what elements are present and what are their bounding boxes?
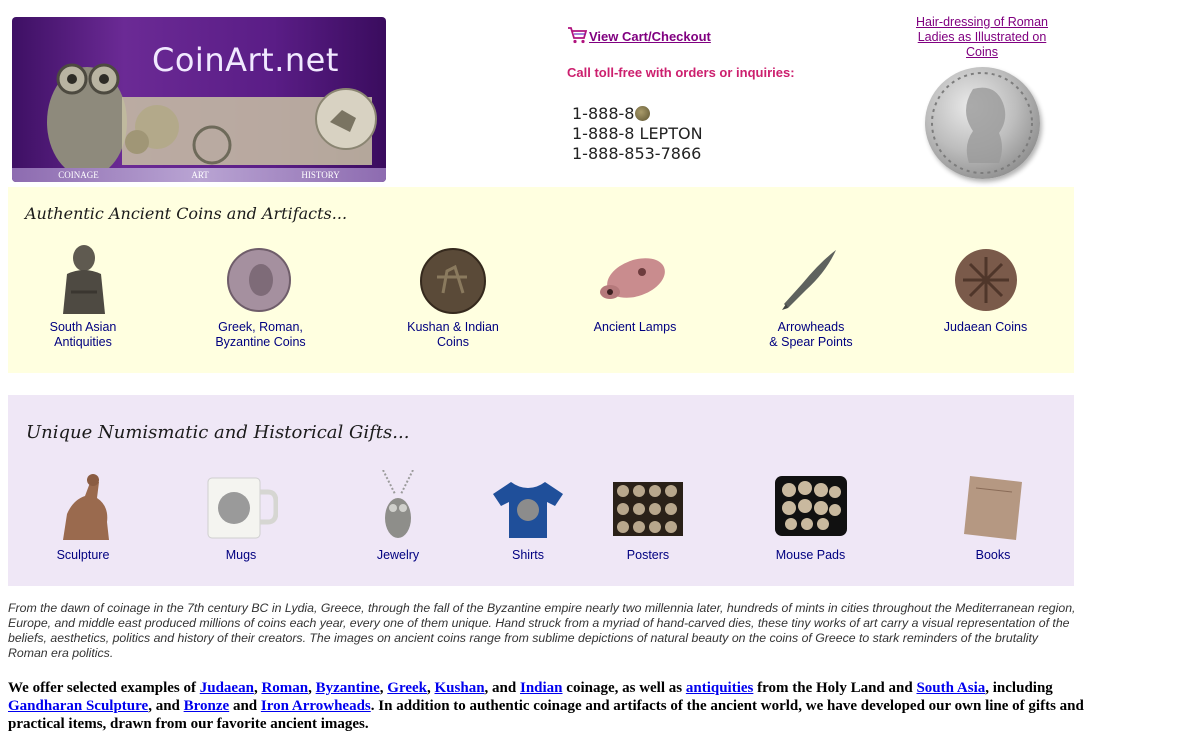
- gift-label: Jewelry: [376, 548, 420, 562]
- ancient-heading: Authentic Ancient Coins and Artifacts...: [25, 204, 348, 223]
- category-ancient-lamps[interactable]: [580, 242, 690, 352]
- category-label: Greek, Roman, Byzantine Coins: [215, 320, 306, 349]
- judaean-link[interactable]: Judaean: [199, 680, 254, 696]
- hairdressing-article-link[interactable]: Hair-dressing of Roman Ladies as Illustrated on Coins: [916, 15, 1048, 59]
- owl-pendant-thumbnail: [375, 470, 421, 542]
- logo-footer-word: ART: [191, 170, 209, 180]
- category-kushan-indian-coins[interactable]: [393, 242, 513, 352]
- gift-label: Shirts: [512, 548, 544, 562]
- phone-numbers: [572, 104, 703, 164]
- category-label: Arrowheads & Spear Points: [769, 320, 853, 349]
- shopping-cart-icon[interactable]: [567, 27, 587, 44]
- kushan-coin-thumbnail: [419, 247, 487, 315]
- sculpture-thumbnail: [53, 470, 113, 542]
- logo-footer-word: COINAGE: [58, 170, 99, 180]
- gift-posters[interactable]: [603, 470, 693, 565]
- gift-jewelry[interactable]: [353, 470, 443, 565]
- spear-point-thumbnail: [780, 248, 840, 312]
- statue-thumbnail: [61, 242, 107, 316]
- gift-label: Mugs: [225, 548, 257, 562]
- phone-line-2: 1-888-8 LEPTON: [572, 124, 703, 143]
- category-greek-roman-byzantine[interactable]: [198, 242, 323, 352]
- kushan-link[interactable]: Kushan: [434, 680, 485, 696]
- gift-mugs[interactable]: [196, 470, 286, 565]
- gandharan-sculpture-link[interactable]: Gandharan Sculpture: [8, 698, 149, 714]
- iron-arrowheads-link[interactable]: Iron Arrowheads: [260, 698, 371, 714]
- bronze-link[interactable]: Bronze: [183, 698, 230, 714]
- logo-title: CoinArt.net: [152, 41, 339, 79]
- category-south-asian-antiquities[interactable]: [28, 242, 138, 352]
- gifts-panel: [8, 395, 1074, 586]
- gifts-heading: Unique Numismatic and Historical Gifts...: [26, 422, 410, 443]
- gift-label: Books: [975, 548, 1011, 562]
- category-label: Ancient Lamps: [593, 320, 677, 334]
- indian-link[interactable]: Indian: [519, 680, 563, 696]
- roman-coin-thumbnail: [226, 247, 292, 313]
- coin-icon: [635, 106, 650, 121]
- phone-line-1: 1-888-8: [572, 104, 703, 124]
- ancient-coins-panel: [8, 187, 1074, 373]
- gift-shirts[interactable]: [483, 470, 573, 565]
- judaean-coin-thumbnail: [952, 247, 1020, 313]
- oil-lamp-thumbnail: [598, 254, 668, 306]
- tshirt-thumbnail: [491, 480, 565, 540]
- coin-poster-thumbnail: [613, 482, 683, 536]
- gift-books[interactable]: [948, 470, 1038, 565]
- cart-link-row: [567, 27, 711, 44]
- antiquities-link[interactable]: antiquities: [685, 680, 754, 696]
- offer-paragraph: We offer selected examples of Judaean, Roman, Byzantine, Greek, Kushan, and Indian coinage, as well as antiquities from the Holy Land and South Asia, including Gandharan Sculpture, and Bronze and Iron Arrowheads. In addition to authentic coinage and artifacts of the ancient world, we have developed our own line of gifts and practical items, drawn from our favorite ancient images.: [8, 680, 1084, 732]
- category-label: Judaean Coins: [943, 320, 1028, 334]
- book-thumbnail: [962, 472, 1026, 542]
- gift-sculpture[interactable]: [38, 470, 128, 565]
- gift-label: Mouse Pads: [775, 548, 846, 562]
- category-label: South Asian Antiquities: [49, 320, 117, 349]
- south-asia-link[interactable]: South Asia: [916, 680, 986, 696]
- intro-paragraph: From the dawn of coinage in the 7th century BC in Lydia, Greece, through the fall of the Byzantine empire nearly two millennia later, hundreds of mints in cities throughout the Mediterranean region, Europe, and middle east produced millions of coins each year, every one of them unique. Hand struck from a myriad of hand-carved dies, these tiny works of art carry a visual representation of the beliefs, aesthetics, politics and history of their creators. The images on ancient coins range from sublime depictions of natural beauty on the coins of Greece to stark reminders of the brutality Roman era politics.: [8, 601, 1076, 660]
- mug-thumbnail: [204, 474, 278, 540]
- category-arrowheads-spear-points[interactable]: [756, 242, 866, 352]
- byzantine-link[interactable]: Byzantine: [315, 680, 380, 696]
- gift-mouse-pads[interactable]: [763, 470, 858, 565]
- gift-label: Posters: [626, 548, 670, 562]
- greek-link[interactable]: Greek: [387, 680, 427, 696]
- category-judaean-coins[interactable]: [928, 242, 1043, 352]
- coin-portrait: [925, 67, 1040, 179]
- call-toll-free-text: Call toll-free with orders or inquiries:: [567, 65, 795, 80]
- category-label: Kushan & Indian Coins: [407, 320, 499, 349]
- logo-footer-word: HISTORY: [301, 170, 340, 180]
- view-cart-link[interactable]: View Cart/Checkout: [589, 29, 711, 44]
- logo-footer: [12, 168, 386, 182]
- roman-link[interactable]: Roman: [261, 680, 309, 696]
- gift-label: Sculpture: [56, 548, 110, 562]
- mouse-pad-thumbnail: [775, 476, 847, 536]
- phone-line-3: 1-888-853-7866: [572, 144, 702, 163]
- coinart-logo[interactable]: [12, 17, 386, 182]
- roman-lady-coin-image[interactable]: [925, 67, 1040, 179]
